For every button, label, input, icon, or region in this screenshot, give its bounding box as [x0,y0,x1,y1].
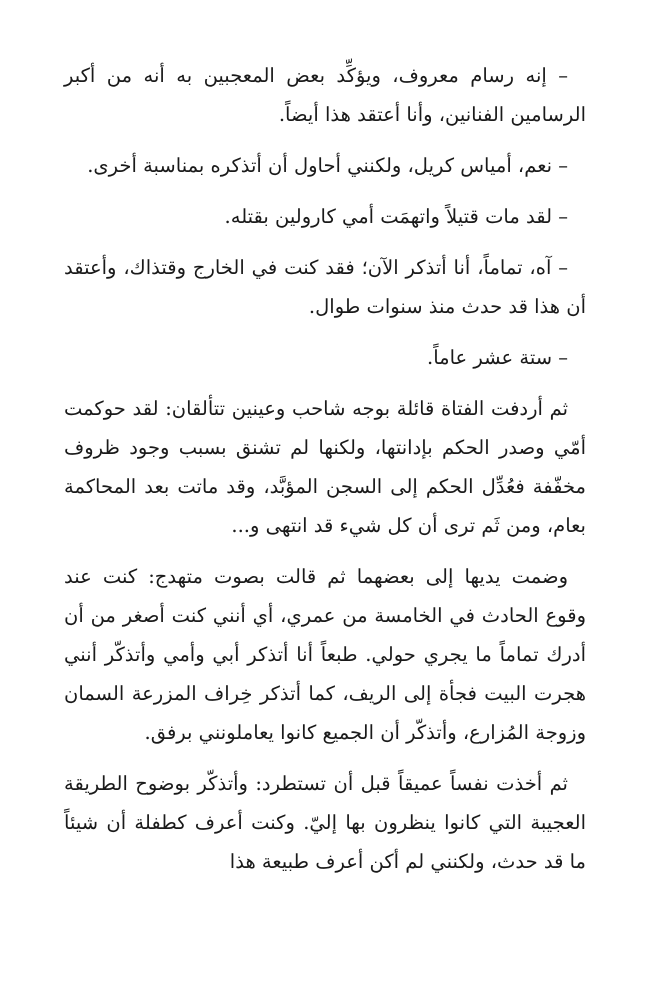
dialogue-paragraph: – آه، تماماً، أنا أتذكر الآن؛ فقد كنت في الخارج وقتذاك، وأعتقد أن هذا قد حدث منذ سنوات طوال. [64,256,586,318]
narrative-paragraph: ثم أردفت الفتاة قائلة بوجه شاحب وعينين تتألقان: لقد حوكمت أمّي وصدر الحكم بإدانتها، ولكنها لم تشنق بسبب وجود ظروف مخفّفة فعُدِّل الحكم إلى السجن المؤبَّد، وقد ماتت بعد المحاكمة بعام، ومن ثَم ترى أن كل شيء قد انتهى و... [64,397,586,537]
book-page [64,56,586,881]
dialogue-paragraph: – إنه رسام معروف، ويؤكِّد بعض المعجبين به أنه من أكبر الرسامين الفنانين، وأنا أعتقد هذا أيضاً. [64,64,586,126]
dialogue-paragraph: – لقد مات قتيلاً واتهمَت أمي كارولين بقتله. [224,205,568,228]
dialogue-paragraph: – نعم، أمياس كريل، ولكنني أحاول أن أتذكره بمناسبة أخرى. [87,154,568,177]
dialogue-paragraph: – ستة عشر عاماً. [427,346,568,369]
narrative-paragraph: ثم أخذت نفساً عميقاً قبل أن تستطرد: وأتذكّر بوضوح الطريقة العجيبة التي كانوا ينظرون بها إليّ. وكنت أعرف كطفلة أن شيئاً ما قد حدث، ولكنني لم أكن أعرف طبيعة هذا [64,772,586,873]
narrative-paragraph: وضمت يديها إلى بعضهما ثم قالت بصوت متهدج: كنت عند وقوع الحادث في الخامسة من عمري، أي أنني كنت أصغر من أن أدرك تماماً ما يجري حولي. طبعاً أنا أتذكر أبي وأمي وأتذكّر أنني هجرت البيت فجأة إلى الريف، كما أتذكر خِراف المزرعة السمان وزوجة المُزارع، وأتذكّر أن الجميع كانوا يعاملونني برفق. [64,565,586,744]
